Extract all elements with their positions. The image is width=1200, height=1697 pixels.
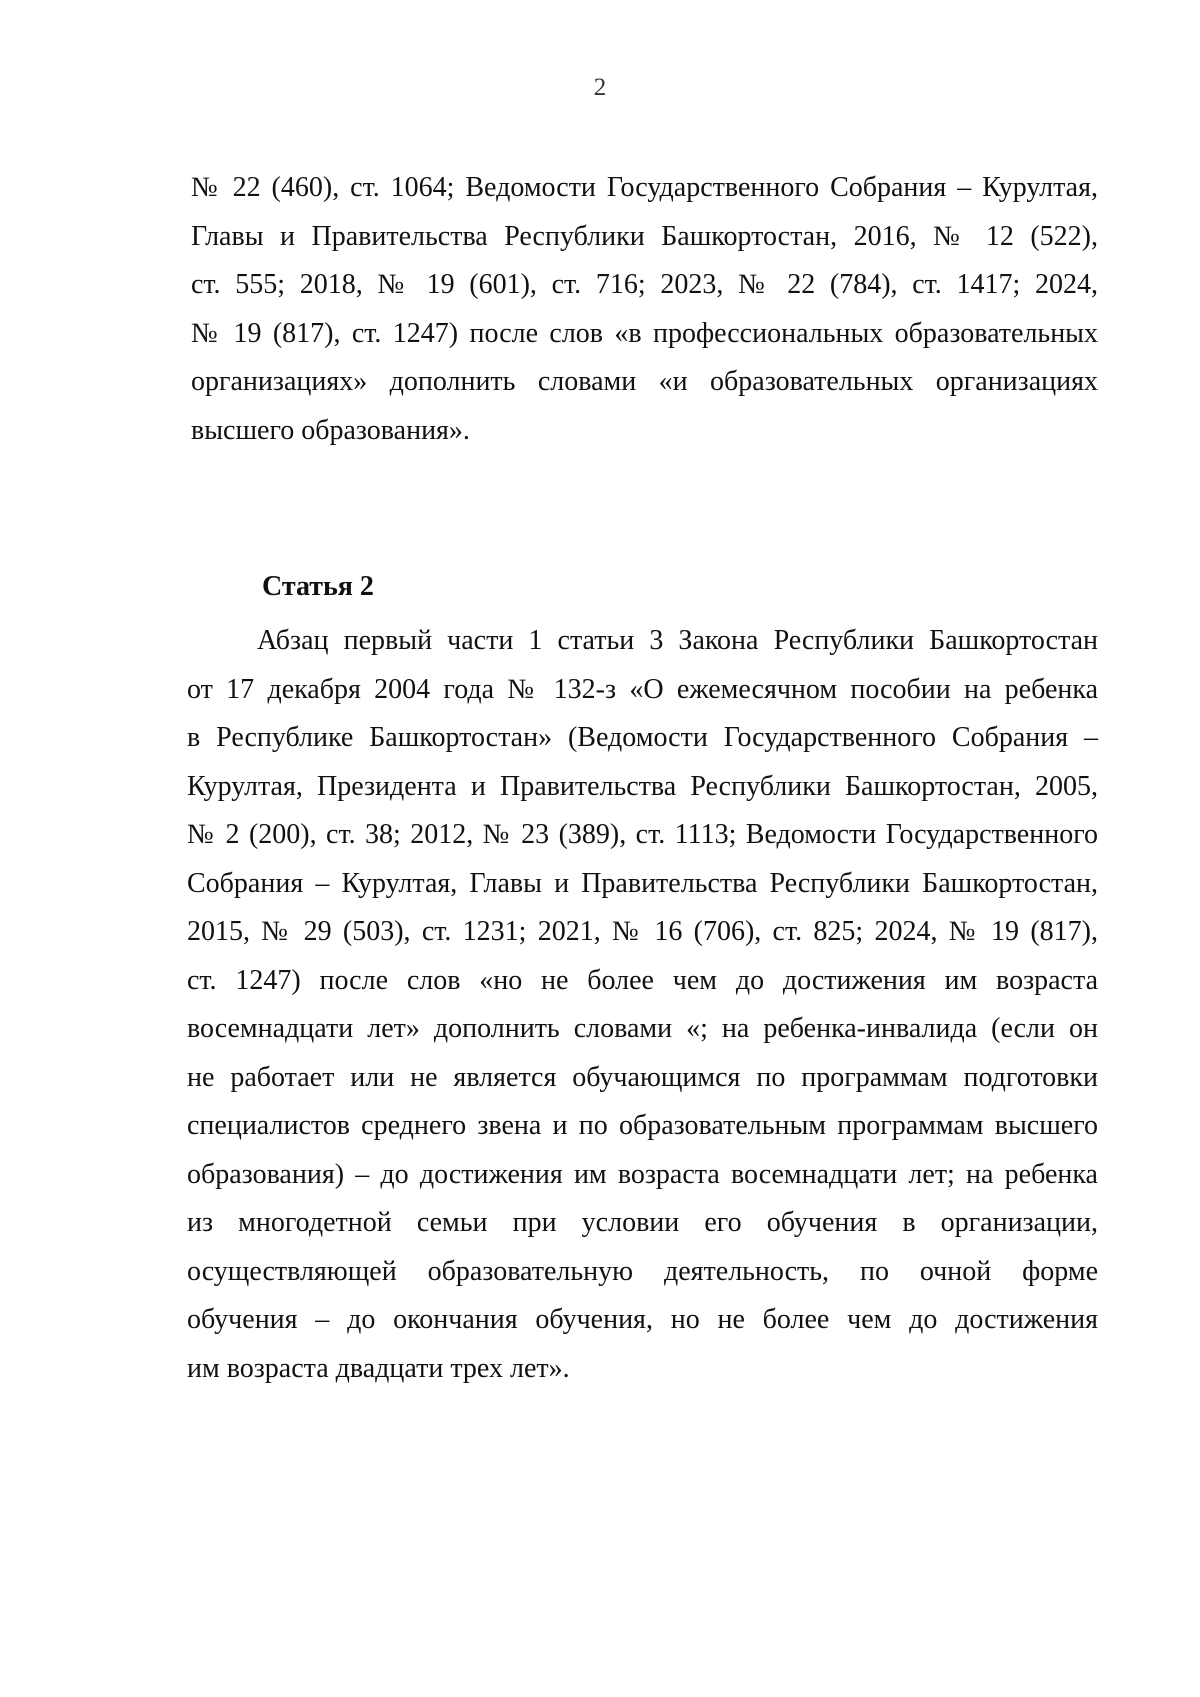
paragraph-line: № 22 (460), ст. 1064; Ведомости Государственного Собрания – Курултая, — [191, 172, 1098, 203]
paragraph-line: из многодетной семьи при условии его обучения в организации, — [187, 1207, 1098, 1238]
paragraph-line: не работает или не является обучающимся по программам подготовки — [187, 1061, 1098, 1093]
paragraph-line: организациях» дополнить словами «и образовательных организациях — [191, 366, 1098, 397]
paragraph-line: в Республике Башкортостан» (Ведомости Государственного Собрания – — [187, 722, 1098, 753]
paragraph-line: осуществляющей образовательную деятельность, по очной форме — [187, 1255, 1098, 1287]
article-2-body — [187, 617, 1098, 1393]
page-number: 2 — [593, 74, 607, 101]
paragraph-line: от 17 декабря 2004 года № 132-з «О ежемесячном пособии на ребенка — [187, 673, 1098, 705]
paragraph-line: Курултая, Президента и Правительства Республики Башкортостан, 2005, — [187, 770, 1098, 802]
paragraph-line: им возраста двадцати трех лет». — [187, 1352, 570, 1384]
paragraph-line: Главы и Правительства Республики Башкортостан, 2016, № 12 (522), — [191, 220, 1098, 252]
paragraph-line: обучения – до окончания обучения, но не более чем до достижения — [187, 1304, 1098, 1335]
paragraph-line: Собрания – Курултая, Главы и Правительства Республики Башкортостан, — [187, 867, 1098, 899]
paragraph-line: образования) – до достижения им возраста восемнадцати лет; на ребенка — [187, 1158, 1098, 1190]
paragraph-line: высшего образования». — [191, 414, 470, 446]
paragraph-line: восемнадцати лет» дополнить словами «; на ребенка-инвалида (если он — [187, 1013, 1098, 1044]
paragraph-line: ст. 555; 2018, № 19 (601), ст. 716; 2023, № 22 (784), ст. 1417; 2024, — [191, 269, 1098, 300]
paragraph-line: ст. 1247) после слов «но не более чем до достижения им возраста — [187, 964, 1098, 996]
paragraph-line: № 19 (817), ст. 1247) после слов «в профессиональных образовательных — [191, 317, 1098, 349]
paragraph-line: № 2 (200), ст. 38; 2012, № 23 (389), ст. 1113; Ведомости Государственного — [187, 819, 1098, 850]
paragraph-1 — [191, 164, 1098, 455]
paragraph-line: 2015, № 29 (503), ст. 1231; 2021, № 16 (706), ст. 825; 2024, № 19 (817), — [187, 916, 1098, 947]
paragraph-line: Абзац первый части 1 статьи 3 Закона Республики Башкортостан — [257, 625, 1098, 656]
article-heading: Статья 2 — [262, 571, 374, 602]
paragraph-line: специалистов среднего звена и по образовательным программам высшего — [187, 1110, 1098, 1141]
